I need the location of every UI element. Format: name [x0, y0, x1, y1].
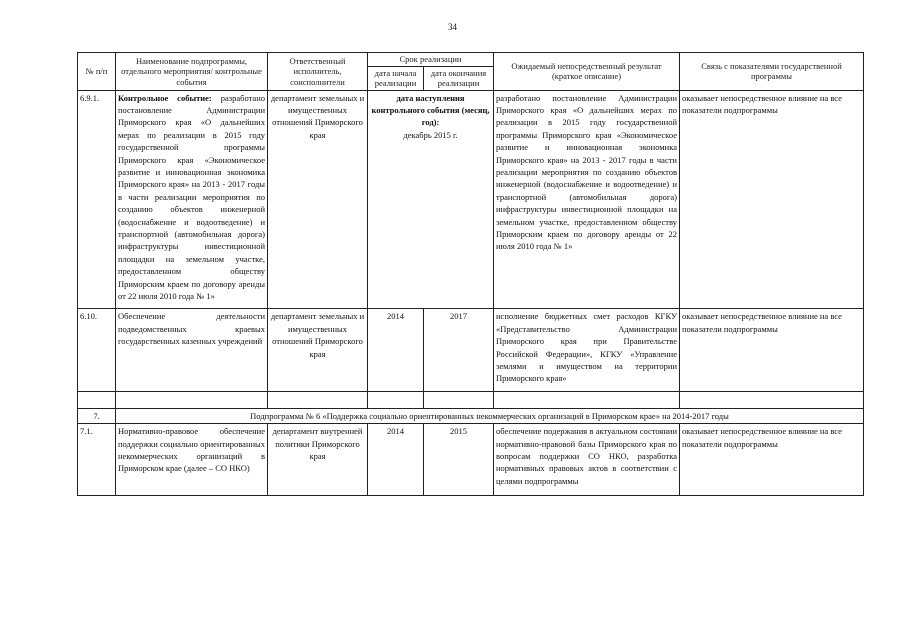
row-link: оказывает непосредственное влияние на все показатели подпрограммы	[680, 90, 864, 309]
row-result: исполнение бюджетных смет расходов КГКУ «Представительство Администрации Приморского края при Правительстве Российской Федерации», КГКУ «Управление землями и имуществом на территории Приморского края»	[494, 309, 680, 391]
row-link: оказывает непосредственное влияние на все показатели подпрограммы	[680, 424, 864, 496]
table-row	[78, 424, 864, 496]
header-num: № п/п	[78, 53, 116, 91]
row-result: обеспечение подержания в актуальном состоянии нормативно-правовой базы Приморского края по вопросам поддержки СО НКО, разработка нормативных правовых актов в соответствии с целями подпрограммы	[494, 424, 680, 496]
header-period: Срок реализации	[368, 53, 494, 67]
row-start: 2014	[368, 424, 424, 496]
row-name	[116, 90, 268, 309]
row-num: 6.10.	[78, 309, 116, 391]
header-link: Связь с показателями государственной программы	[680, 53, 864, 91]
subprogram-num: 7.	[78, 408, 116, 423]
row-control-date	[368, 90, 494, 309]
row-end: 2015	[424, 424, 494, 496]
row-num: 6.9.1.	[78, 90, 116, 309]
subprogram-title: Подпрограмма № 6 «Поддержка социально ориентированных некоммерческих организаций в Приморском крае» на 2014-2017 годы	[116, 408, 864, 423]
program-table	[77, 52, 864, 496]
row-start: 2014	[368, 309, 424, 391]
row-name-text: разработано постановление Администрации Приморского края «О дальнейших мерах по реализации в 2015 году государственной программы Приморского края «Экономическое развитие и инновационная экономика Приморского края» на 2013 - 2017 годы в части реализации мероприятия по созданию объектов инженерной (водоснабжение и водоотведение) и транспортной (автомобильная дорога) инфраструктуры инвестиционной площадки на земельном участке, предоставленном обществу Приморским краем по договору аренды от 22 июля 2010 года № 1»	[118, 92, 265, 301]
table-row	[78, 309, 864, 391]
header-start: дата начала реализации	[368, 66, 424, 90]
row-name-label: Контрольное событие:	[118, 92, 212, 103]
row-executor: департамент земельных и имущественных отношений Приморского края	[268, 90, 368, 309]
row-executor: департамент внутренней политики Приморского края	[268, 424, 368, 496]
row-name: Нормативно-правовое обеспечение поддержки социально ориентированных некоммерческих организаций в Приморском крае (далее – СО НКО)	[116, 424, 268, 496]
row-control-date-value: декабрь 2015 г.	[403, 129, 458, 140]
row-end: 2017	[424, 309, 494, 391]
subprogram-row	[78, 408, 864, 423]
page-number: 34	[448, 22, 457, 32]
header-row-1	[78, 53, 864, 67]
table-row	[78, 90, 864, 309]
row-num: 7.1.	[78, 424, 116, 496]
header-end: дата окончания реализации	[424, 66, 494, 90]
row-name: Обеспечение деятельности подведомственных краевых государственных казенных учреждений	[116, 309, 268, 391]
row-result: разработано постановление Администрации Приморского края «О дальнейших мерах по реализации в 2015 году государственной программы Приморского края «Экономическое развитие и инновационная экономика Приморского края» на 2013 - 2017 годы в части реализации мероприятия по созданию объектов инженерной (водоснабжение и водоотведение) и транспортной (автомобильная дорога) инфраструктуры инвестиционной площадки на земельном участке, предоставленном обществу Приморским краем по договору аренды от 22 июля 2010 года № 1»	[494, 90, 680, 309]
header-name: Наименование подпрограммы, отдельного мероприятия/ контрольные события	[116, 53, 268, 91]
spacer-row	[78, 391, 864, 408]
row-link: оказывает непосредственное влияние на все показатели подпрограммы	[680, 309, 864, 391]
header-executor: Ответственный исполнитель, соисполнители	[268, 53, 368, 91]
header-result: Ожидаемый непосредственный результат (краткое описание)	[494, 53, 680, 91]
row-control-date-label: дата наступления контрольного события (месяц, год):	[371, 92, 490, 128]
row-executor: департамент земельных и имущественных отношений Приморского края	[268, 309, 368, 391]
